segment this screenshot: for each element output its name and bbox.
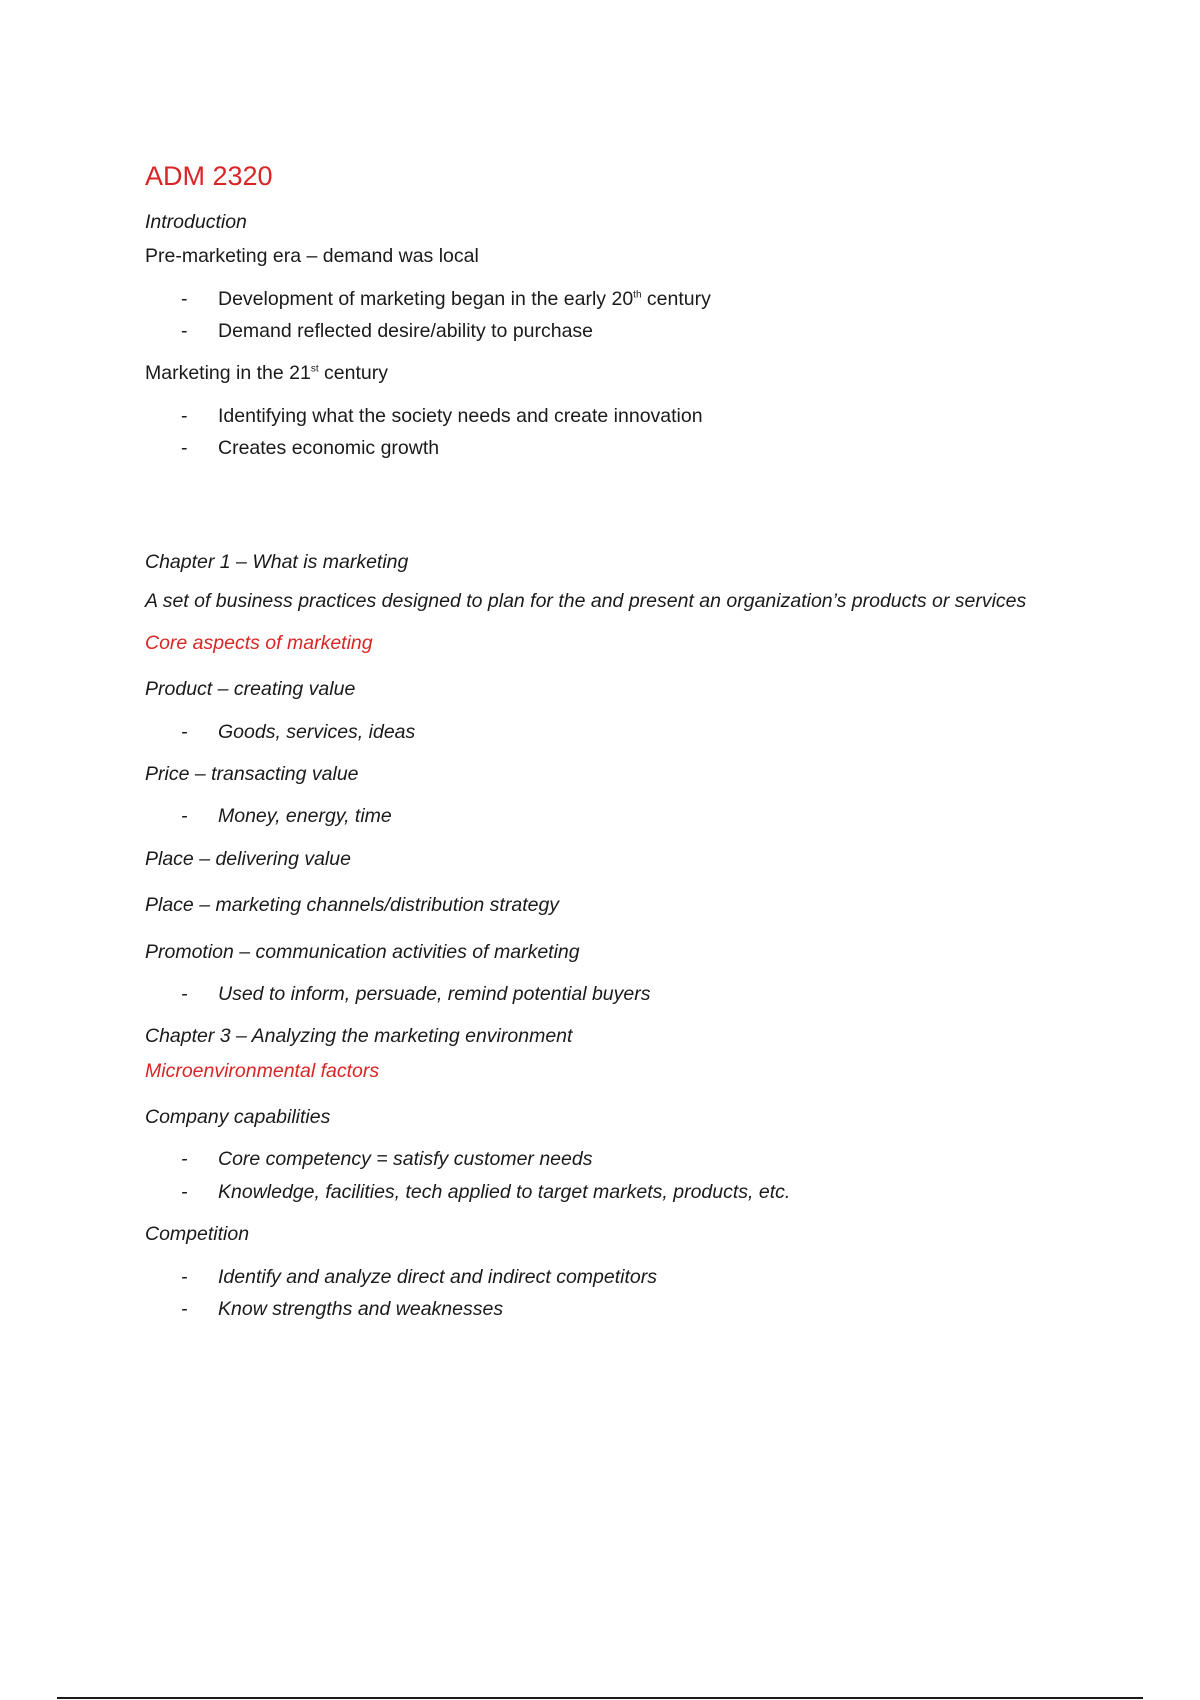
company-capabilities-line: Company capabilities: [145, 1106, 331, 1129]
promotion-line: Promotion – communication activities of marketing: [145, 940, 580, 963]
list-item: - Used to inform, persuade, remind potential buyers: [181, 982, 651, 1005]
promotion-bullets: [145, 982, 1045, 1006]
list-item: - Identify and analyze direct and indirect competitors: [181, 1265, 657, 1288]
list-item: - Demand reflected desire/ability to purchase: [181, 319, 594, 342]
list-item: - Development of marketing began in the early 20th century: [181, 287, 711, 310]
marketing-21st-bullets: [145, 404, 1045, 461]
place-line-2: Place – marketing channels/distribution strategy: [145, 894, 560, 917]
intro-heading: Introduction: [145, 210, 247, 233]
marketing-21st-line: Marketing in the 21st century: [145, 362, 389, 385]
list-item: - Money, energy, time: [181, 805, 392, 828]
competition-bullets: [145, 1265, 1045, 1322]
pre-marketing-line: Pre-marketing era – demand was local: [145, 245, 479, 268]
page-bottom-rule: [57, 1697, 1143, 1699]
price-line: Price – transacting value: [145, 763, 359, 786]
chapter-1-heading: Chapter 1 – What is marketing: [145, 551, 409, 574]
place-line-1: Place – delivering value: [145, 847, 351, 870]
core-aspects-heading: Core aspects of marketing: [145, 631, 373, 654]
list-item: - Knowledge, facilities, tech applied to target markets, products, etc.: [181, 1180, 791, 1203]
section-spacer: [145, 478, 1045, 550]
product-bullets: [145, 720, 1045, 744]
list-item: - Creates economic growth: [181, 437, 440, 459]
list-item: - Identifying what the society needs and create innovation: [181, 404, 703, 427]
list-item: - Core competency = satisfy customer needs: [181, 1148, 593, 1171]
pre-marketing-bullets: [145, 287, 1045, 344]
price-bullets: [145, 804, 1045, 828]
chapter-3-heading: Chapter 3 – Analyzing the marketing environment: [145, 1025, 573, 1048]
competition-line: Competition: [145, 1223, 250, 1246]
product-line: Product – creating value: [145, 678, 356, 701]
company-bullets: [145, 1147, 1045, 1204]
document-body: [145, 160, 1045, 1339]
list-item: - Know strengths and weaknesses: [181, 1297, 504, 1320]
micro-factors-heading: Microenvironmental factors: [145, 1059, 380, 1082]
list-item: - Goods, services, ideas: [181, 720, 416, 743]
marketing-definition: A set of business practices designed to plan for the and present an organization’s products or services: [145, 589, 1027, 612]
document-title: ADM 2320: [145, 161, 273, 191]
